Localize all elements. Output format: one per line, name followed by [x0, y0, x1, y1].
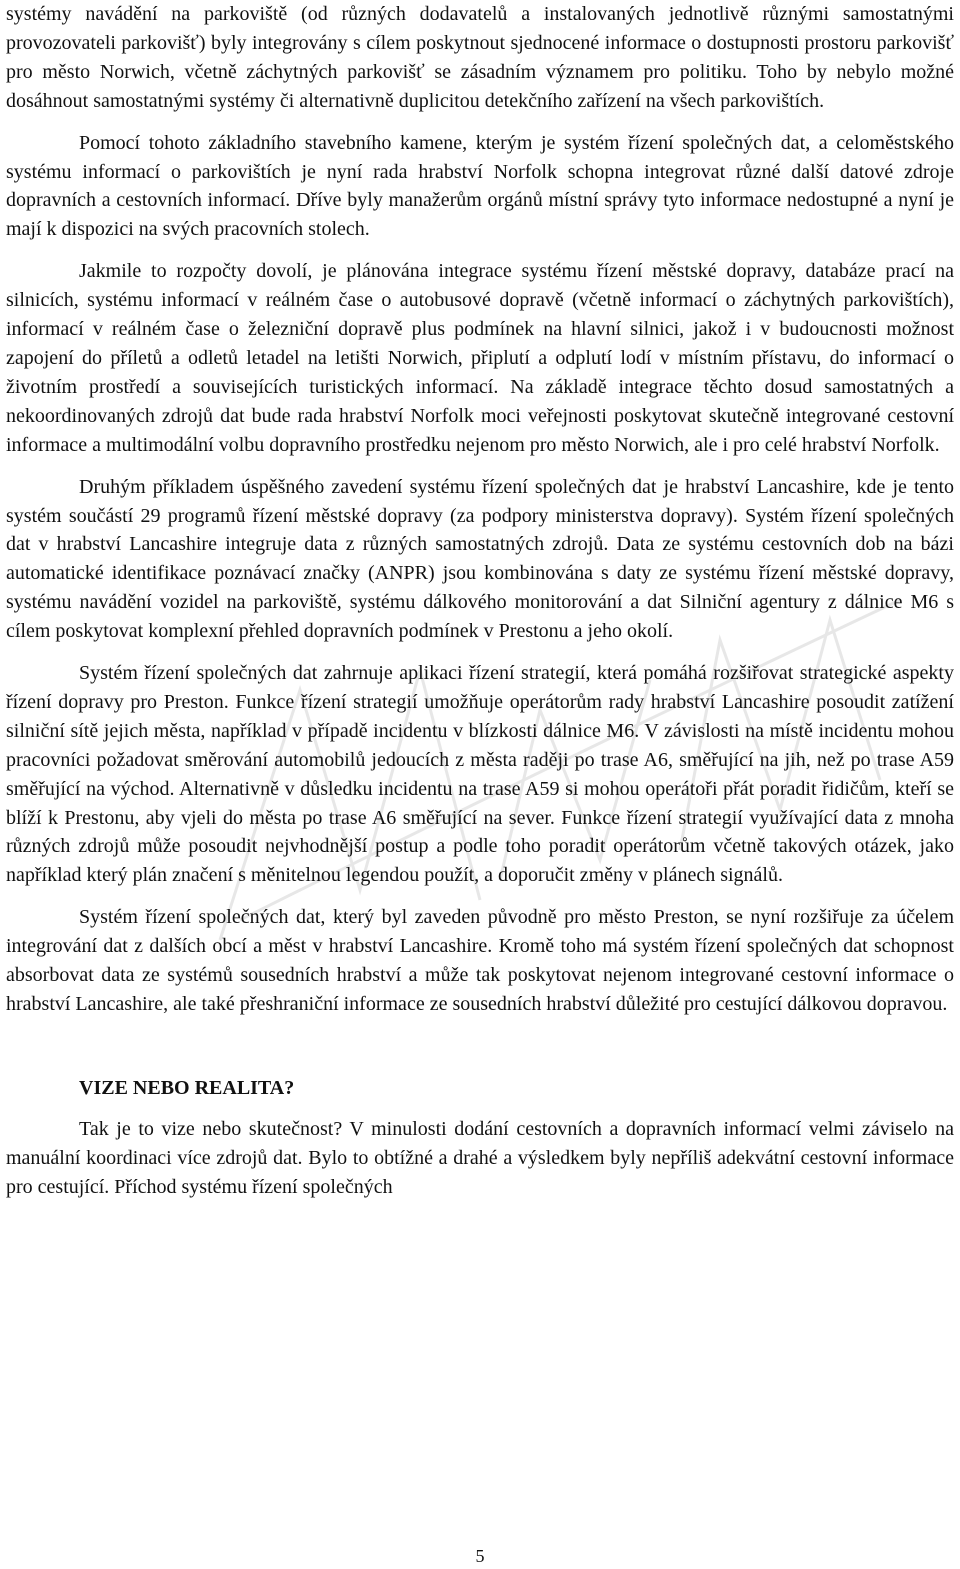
- page-number: 5: [475, 1546, 485, 1566]
- paragraph-4: Druhým příkladem úspěšného zavedení systému řízení společných dat je hrabství Lancashire, kde je tento systém součástí 29 programů řízení městské dopravy (za podpory ministerstva dopravy). Systém řízení společných dat v hrabství Lancashire integruje data z různých samostatných zdrojů. Data ze systému cestovních dob na bázi automatické identifikace poznávací značky (ANPR) jsou kombinována s daty ze systému řízení městské dopravy, systému navádění vozidel na parkoviště, systému dálkového monitorování a dat Silniční agentury z dálnice M6 s cílem poskytovat komplexní přehled dopravních podmínek v Prestonu a jeho okolí.: [6, 475, 954, 643]
- paragraph-3: Jakmile to rozpočty dovolí, je plánována integrace systému řízení městské dopravy, databáze prací na silnicích, systému informací v reálném čase o autobusové dopravě (včetně informací o záchytných parkovištích), informací v reálném čase o železniční dopravě plus podmínek na hlavní silnici, jakož i v budoucnosti možnost zapojení do příletů a odletů letadel na letišti Norwich, připlutí a odplutí lodí v místním přístavu, do informací o životním prostředí a souvisejících turistických informací. Na základě integrace těchto dosud samostatných a nekoordinovaných zdrojů dat bude rada hrabství Norfolk moci veřejnosti poskytovat skutečně integrované cestovní informace a multimodální volbu dopravního prostředku nejenom pro město Norwich, ale i pro celé hrabství Norfolk.: [6, 260, 954, 456]
- paragraph-1: systémy navádění na parkoviště (od různých dodavatelů a instalovaných jednotlivě různými samostatnými provozovateli parkovišť) byly integrovány s cílem poskytnout sjednocené informace o dostupnosti prostoru parkovišť pro město Norwich, včetně záchytných parkovišť se zásadním významem pro politiku. Toho by nebylo možné dosáhnout samostatnými systémy či alternativně duplicitou detekčního zařízení na všech parkovištích.: [6, 3, 954, 112]
- paragraph-7: Tak je to vize nebo skutečnost? V minulosti dodání cestovních a dopravních informací velmi záviselo na manuální koordinaci více zdrojů dat. Bylo to obtížné a drahé a výsledkem byly nepříliš adekvátní cestovní informace pro cestující. Příchod systému řízení společných: [6, 1117, 954, 1198]
- paragraph-6: Systém řízení společných dat, který byl zaveden původně pro město Preston, se nyní rozšiřuje za účelem integrování dat z dalších obcí a měst v hrabství Lancashire. Kromě toho má systém řízení společných dat schopnost absorbovat data ze systémů sousedních hrabství a může tak poskytovat nejenom integrované cestovní informace o hrabství Lancashire, ale také přeshraniční informace ze sousedních hrabství důležité pro cestující dálkovou dopravou.: [6, 906, 954, 1015]
- section-heading: VIZE NEBO REALITA?: [79, 1076, 295, 1099]
- document-page: [6, 0, 954, 1202]
- paragraph-2: Pomocí tohoto základního stavebního kamene, kterým je systém řízení společných dat, a celoměstského systému informací o parkovištích je nyní rada hrabství Norfolk schopna integrovat různé další datové zdroje dopravních a cestovních informací. Dříve byly manažerům orgánů místní správy tyto informace nedostupné a nyní je mají k dispozici na svých pracovních stolech.: [6, 131, 954, 241]
- paragraph-5: Systém řízení společných dat zahrnuje aplikaci řízení strategií, která pomáhá rozšiřovat strategické aspekty řízení dopravy pro Preston. Funkce řízení strategií umožňuje operátorům rady hrabství Lancashire posoudit zatížení silniční sítě jejich města, například v případě incidentu v blízkosti dálnice M6. V závislosti na místě incidentu mohou pracovníci požadovat směrování automobilů jedoucích z města raději po trase A6, směřující na jih, než po trase A59 směřující na východ. Alternativně v důsledku incidentu na trase A59 si mohou operátoři přát poradit řidičům, kteří se blíží k Prestonu, aby vjeli do města po trase A6 směřující na sever. Funkce řízení strategií využívající data z mnoha různých zdrojů může posoudit nejvhodnější postup a podle toho poradit operátorům včetně takových otázek, jako například který plán značení s měnitelnou legendou použít, a doporučit změny v plánech signálů.: [6, 662, 954, 887]
